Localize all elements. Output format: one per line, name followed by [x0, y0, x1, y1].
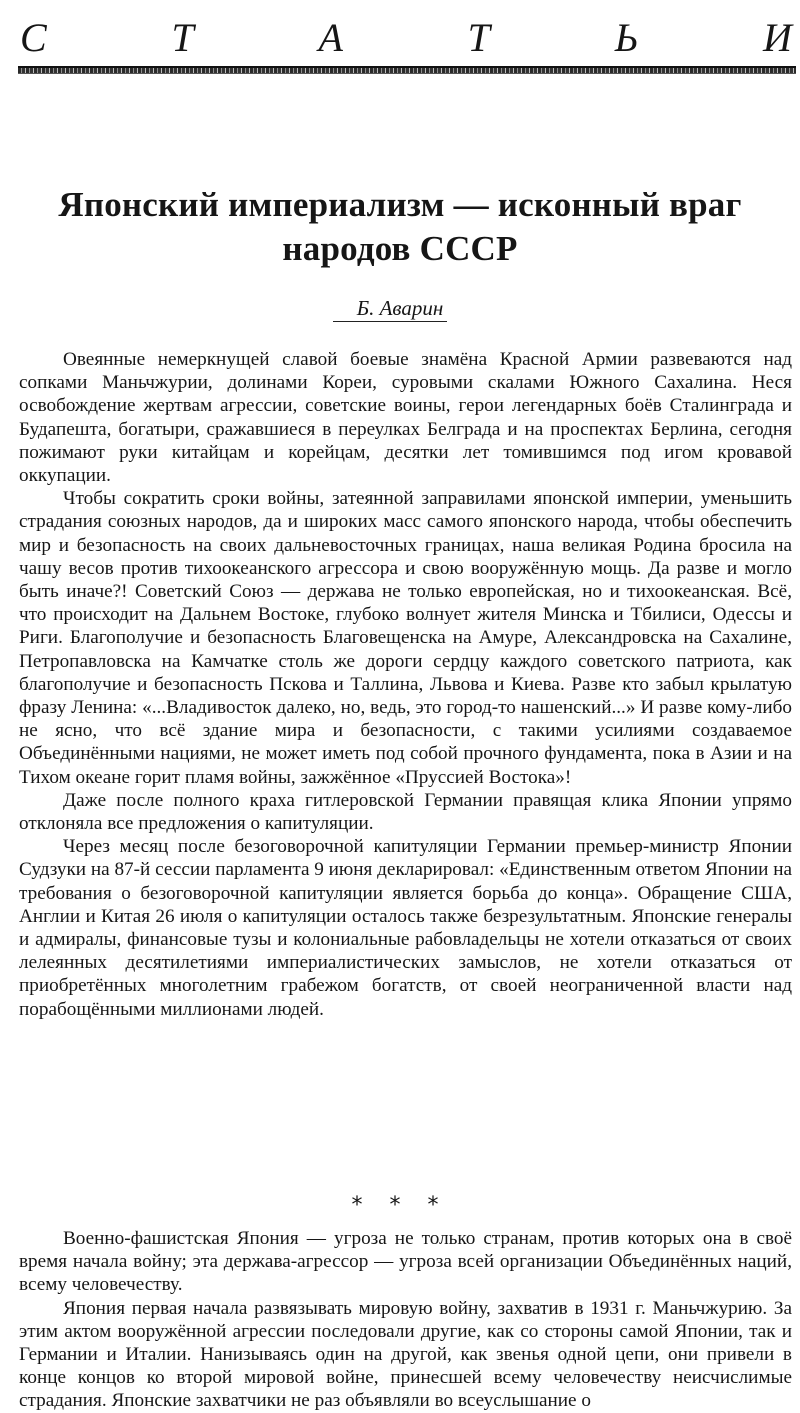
article-title-line: народов СССР	[282, 229, 518, 268]
paragraph: Овеянные немеркнущей славой боевые знамёна Красной Армии развеваются над сопками Маньчжурии, долинами Кореи, суровыми скалами Южного Сахалина. Неся освобождение жертвам агрессии, советские воины, герои легендарных боёв Сталинграда и Будапешта, богатыри, сражавшиеся в переулках Белграда и на проспектах Берлина, сегодня пожимают руки китайцам и корейцам, десятки лет томившимся под игом кровавой оккупации.	[19, 349, 792, 487]
paragraph: Чтобы сократить сроки войны, затеянной заправилами японской империи, уменьшить страдания союзных народов, да и широких масс самого японского народа, чтобы обеспечить мир и безопасность на своих дальневосточных границах, наша великая Родина бросила на чашу весов против тихоокеанского агрессора и свою вооружённую мощь. Да разве и могло быть иначе?! Советский Союз — держава не только европейская, но и тихоокеанская. Всё, что происходит на Дальнем Востоке, глубоко волнует жителя Минска и Тбилиси, Одессы и Риги. Благополучие и безопасность Благовещенска на Амуре, Александровска на Сахалине, Петропавловска на Камчатке столь же дороги сердцу каждого советского патриота, как благополучие и безопасность Пскова и Таллина, Львова и Киева. Разве кто забыл крылатую фразу Ленина: «...Владивосток далеко, но, ведь, это город-то нашенский...» И разве кому-либо не ясно, что всё здание мира и безопасности, с такими усилиями создаваемое Объединёнными нациями, не может иметь под собой прочного фундамента, пока в Азии и на Тихом океане горит пламя войны, зажжённое «Пруссией Востока»!	[19, 488, 792, 788]
paragraph: Через месяц после безоговорочной капитуляции Германии премьер-министр Японии Судзуки на 87-й сессии парламента 9 июня декларировал: «Единственным ответом Японии на требования о безоговорочной капитуляции является борьба до конца». Обращение США, Англии и Китая 26 июля о капитуляции осталось также безрезультатным. Японские генералы и адмиралы, финансовые тузы и колониальные рабовладельцы не хотели отказаться от своих лелеянных десятилетиями империалистических замыслов, не хотели отказаться от приобретённых многолетним грабежом богатств, от своей неограниченной власти над порабощёнными миллионами людей.	[19, 836, 792, 1020]
paragraph: Военно-фашистская Япония — угроза не только странам, против которых она в своё время начала войну; эта держава-агрессор — угроза всей организации Объединённых наций, всему человечеству.	[19, 1228, 792, 1296]
section-header-letter: С	[20, 15, 47, 60]
article-title	[40, 183, 760, 271]
section-header-letter: Т	[467, 15, 490, 60]
article-body-continued	[19, 1227, 792, 1413]
author-underline	[333, 321, 447, 322]
section-header-letter: Ь	[614, 15, 639, 60]
header-rule-divider	[18, 66, 796, 74]
section-header-letter: А	[318, 15, 343, 60]
paragraph: Даже после полного краха гитлеровской Германии правящая клика Японии упрямо отклоняла все предложения о капитуляции.	[19, 789, 792, 835]
section-separator: * * *	[351, 1193, 449, 1218]
section-header	[20, 14, 792, 62]
paragraph: Япония первая начала развязывать мировую войну, захватив в 1931 г. Маньчжурию. За этим актом вооружённой агрессии последовали другие, как со стороны самой Японии, так и Германии и Италии. Нанизываясь один на другой, как звенья одной цепи, они привели в конце концов ко второй мировой войне, принесшей всему человечеству неисчислимые страдания. Японские захватчики не раз объявляли во всеуслышание о	[19, 1297, 792, 1412]
section-header-letter: И	[763, 15, 792, 60]
article-author: Б. Аварин	[356, 296, 444, 320]
section-header-letter: Т	[171, 15, 194, 60]
article-body	[19, 348, 792, 1021]
article-title-line: Японский империализм — исконный враг	[58, 185, 742, 224]
